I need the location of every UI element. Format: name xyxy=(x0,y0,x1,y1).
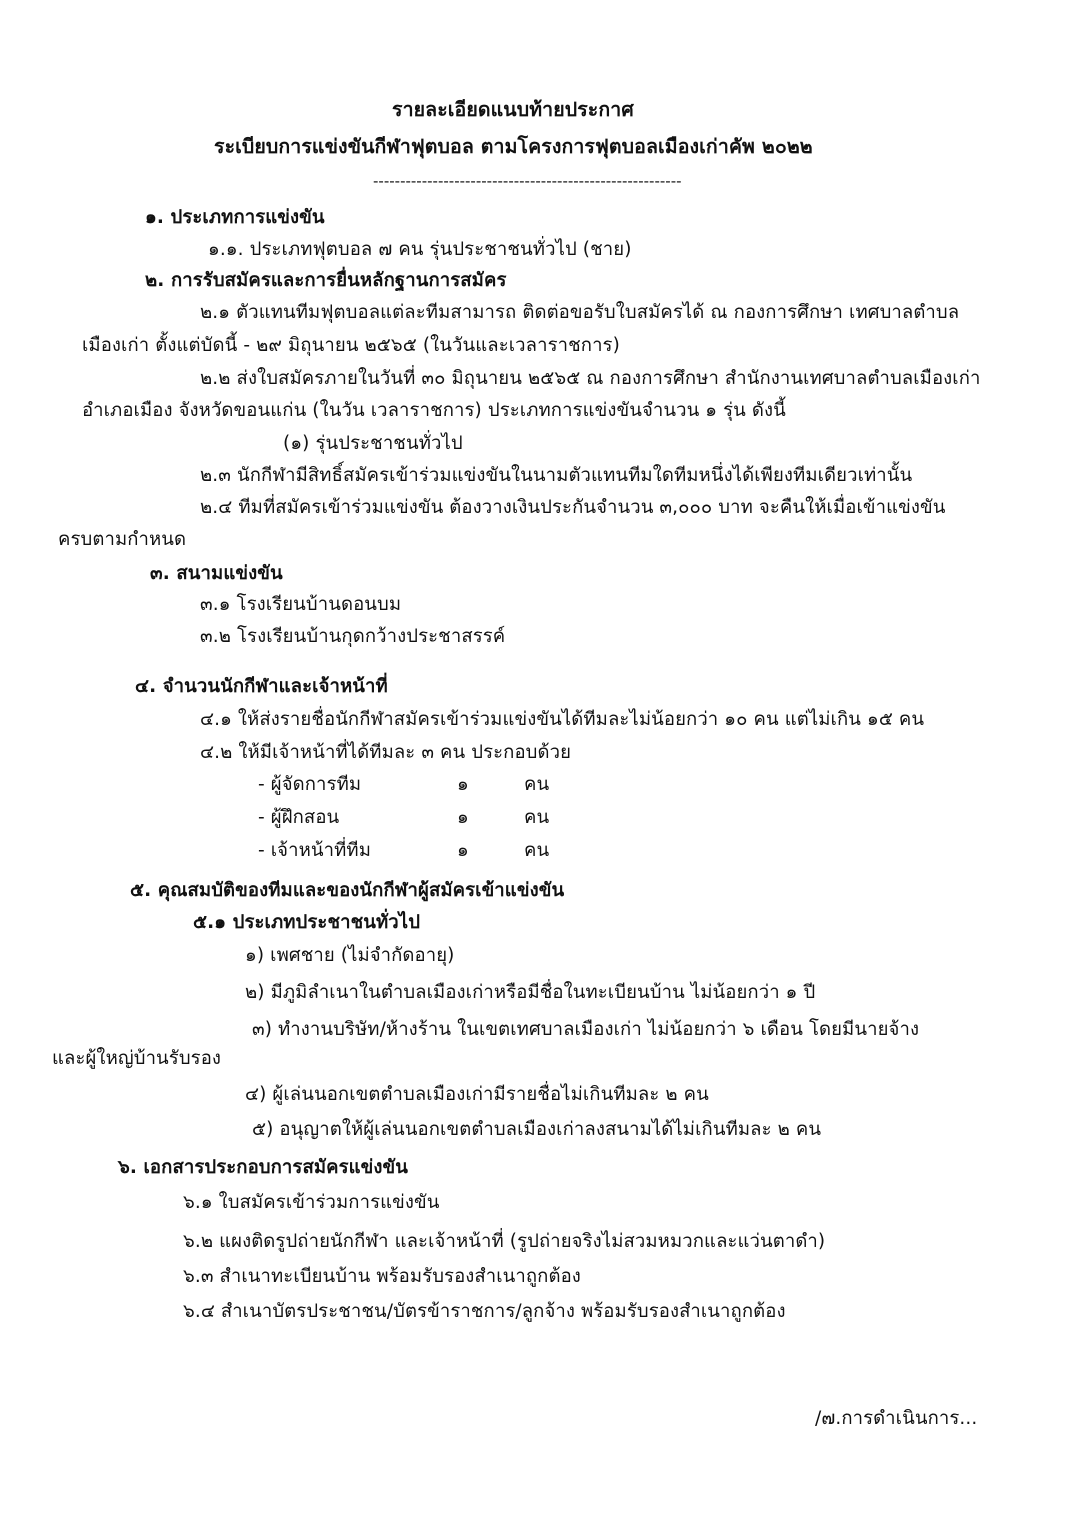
section-5-item-3-line-b: และผู้ใหญ่บ้านรับรอง xyxy=(52,1048,222,1069)
section-6-item-3: ๖.๓ สำเนาทะเบียนบ้าน พร้อมรับรองสำเนาถูกต้อง xyxy=(183,1266,581,1287)
section-4-heading: ๔. จำนวนนักกีฬาและเจ้าหน้าที่ xyxy=(135,676,388,697)
section-5-heading: ๕. คุณสมบัติของทีมและของนักกีฬาผู้สมัครเข้าแข่งขัน xyxy=(130,880,565,901)
section-2-item-1-line-a: ๒.๑ ตัวแทนทีมฟุตบอลแต่ละทีมสามารถ ติดต่อขอรับใบสมัครได้ ณ กองการศึกษา เทศบาลตำบล xyxy=(200,302,960,323)
section-4-item-1: ๔.๑ ให้ส่งรายชื่อนักกีฬาสมัครเข้าร่วมแข่งขันได้ทีมละไม่น้อยกว่า ๑๐ คน แต่ไม่เกิน ๑๕ คน xyxy=(200,709,925,730)
section-2-item-4-line-a: ๒.๔ ทีมที่สมัครเข้าร่วมแข่งขัน ต้องวางเงินประกันจำนวน ๓,๐๐๐ บาท จะคืนให้เมื่อเข้าแข่งขัน xyxy=(200,497,946,518)
continued-note: /๗.การดำเนินการ... xyxy=(815,1408,978,1429)
staff-role: - ผู้จัดการทีม xyxy=(258,774,362,795)
section-2-item-2-line-b: อำเภอเมือง จังหวัดขอนแก่น (ในวัน เวลาราชการ) ประเภทการแข่งขันจำนวน ๑ รุ่น ดังนี้ xyxy=(82,400,786,421)
section-5-subheading: ๕.๑ ประเภทประชาชนทั่วไป xyxy=(193,912,421,933)
section-5-item-5: ๕) อนุญาตให้ผู้เล่นนอกเขตตำบลเมืองเก่าลงสนามได้ไม่เกินทีมละ ๒ คน xyxy=(252,1119,822,1140)
section-4-item-2: ๔.๒ ให้มีเจ้าหน้าที่ได้ทีมละ ๓ คน ประกอบด้วย xyxy=(200,742,572,763)
section-2-item-1-line-b: เมืองเก่า ตั้งแต่บัดนี้ - ๒๙ มิถุนายน ๒๕๖๕ (ในวันและเวลาราชการ) xyxy=(82,335,620,356)
staff-role: - เจ้าหน้าที่ทีม xyxy=(258,840,372,861)
section-2-item-3: ๒.๓ นักกีฬามีสิทธิ์สมัครเข้าร่วมแข่งขันในนามตัวแทนทีมใดทีมหนึ่งได้เพียงทีมเดียวเท่านั้น xyxy=(200,465,913,486)
staff-count: ๑ xyxy=(457,774,469,795)
section-3-item-1: ๓.๑ โรงเรียนบ้านดอนบม xyxy=(200,594,402,615)
staff-role: - ผู้ฝึกสอน xyxy=(258,807,340,828)
section-5-item-2: ๒) มีภูมิลำเนาในตำบลเมืองเก่าหรือมีชื่อในทะเบียนบ้าน ไม่น้อยกว่า ๑ ปี xyxy=(245,982,816,1003)
section-5-item-1: ๑) เพศชาย (ไม่จำกัดอายุ) xyxy=(245,945,455,966)
doc-title-line1: รายละเอียดแนบท้ายประกาศ xyxy=(392,98,634,121)
section-2-heading: ๒. การรับสมัครและการยื่นหลักฐานการสมัคร xyxy=(145,270,507,291)
section-6-item-4: ๖.๔ สำเนาบัตรประชาชน/บัตรข้าราชการ/ลูกจ้าง พร้อมรับรองสำเนาถูกต้อง xyxy=(183,1301,786,1322)
staff-unit: คน xyxy=(524,807,550,828)
section-3-item-2: ๓.๒ โรงเรียนบ้านกุดกว้างประชาสรรค์ xyxy=(200,626,506,647)
staff-count: ๑ xyxy=(457,840,469,861)
staff-unit: คน xyxy=(524,840,550,861)
section-2-item-2-subitem: (๑) รุ่นประชาชนทั่วไป xyxy=(283,433,463,454)
section-5-item-4: ๔) ผู้เล่นนอกเขตตำบลเมืองเก่ามีรายชื่อไม่เกินทีมละ ๒ คน xyxy=(245,1084,709,1105)
section-6-item-1: ๖.๑ ใบสมัครเข้าร่วมการแข่งขัน xyxy=(183,1192,440,1213)
section-3-heading: ๓. สนามแข่งขัน xyxy=(150,563,283,584)
section-2-item-2-line-a: ๒.๒ ส่งใบสมัครภายในวันที่ ๓๐ มิถุนายน ๒๕๖๕ ณ กองการศึกษา สำนักงานเทศบาลตำบลเมืองเก่า xyxy=(200,368,981,389)
section-1-item-1: ๑.๑. ประเภทฟุตบอล ๗ คน รุ่นประชาชนทั่วไป (ชาย) xyxy=(208,239,632,260)
title-divider: --------------------------------------------------------- xyxy=(373,172,682,190)
staff-unit: คน xyxy=(524,774,550,795)
section-6-heading: ๖. เอกสารประกอบการสมัครแข่งขัน xyxy=(118,1157,409,1178)
section-1-heading: ๑. ประเภทการแข่งขัน xyxy=(145,207,325,228)
doc-title-line2: ระเบียบการแข่งขันกีฬาฟุตบอล ตามโครงการฟุตบอลเมืองเก่าคัพ ๒๐๒๒ xyxy=(214,135,813,158)
section-5-item-3-line-a: ๓) ทำงานบริษัท/ห้างร้าน ในเขตเทศบาลเมืองเก่า ไม่น้อยกว่า ๖ เดือน โดยมีนายจ้าง xyxy=(252,1019,920,1040)
staff-count: ๑ xyxy=(457,807,469,828)
section-2-item-4-line-b: ครบตามกำหนด xyxy=(58,529,187,550)
section-6-item-2: ๖.๒ แผงติดรูปถ่ายนักกีฬา และเจ้าหน้าที่ (รูปถ่ายจริงไม่สวมหมวกและแว่นตาดำ) xyxy=(183,1231,826,1252)
